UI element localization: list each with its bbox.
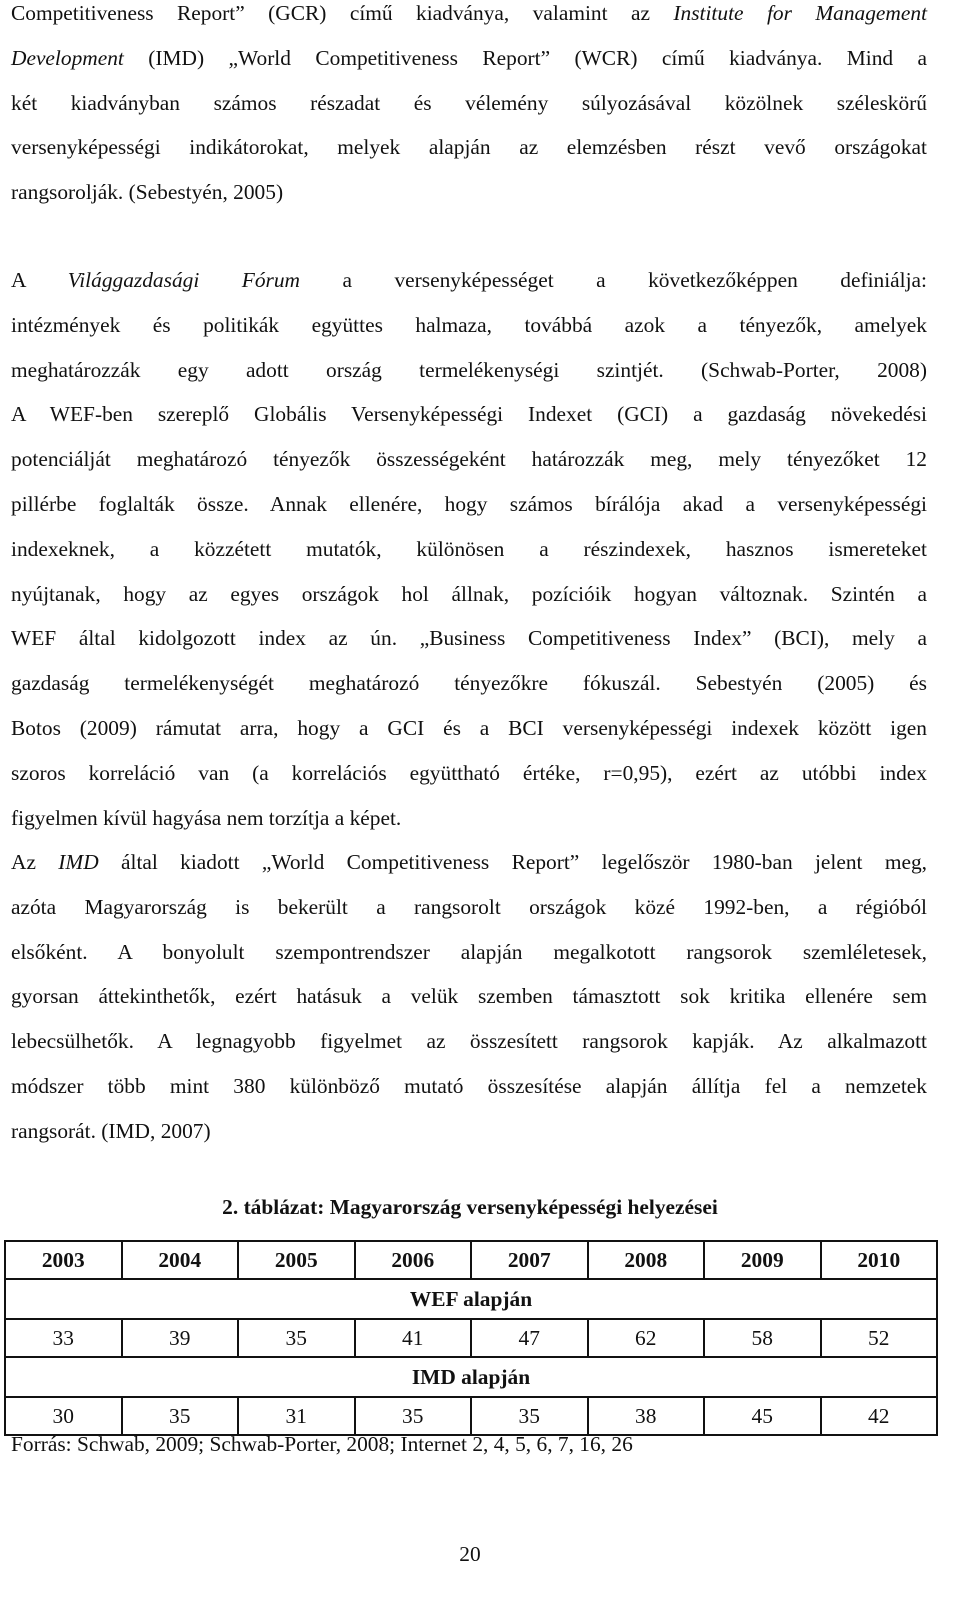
wef-rank-cell: 58: [704, 1319, 821, 1357]
wef-rank-cell: 41: [355, 1319, 472, 1357]
paragraph-1-line: versenyképességi indikátorokat, melyek alapján az elemzésben részt vevő országokat: [11, 135, 927, 160]
paragraph-2: [11, 258, 927, 840]
paragraph-1-line: rangsorolják. (Sebestyén, 2005): [11, 180, 284, 205]
wef-rank-cell: 33: [5, 1319, 122, 1357]
table-header-row: [5, 1241, 937, 1279]
table-section-row: [5, 1357, 937, 1397]
table-title: 2. táblázat: Magyarország versenyképességi helyezései: [222, 1195, 718, 1219]
year-header: 2010: [821, 1241, 938, 1279]
paragraph-2-line: indexeknek, a közzétett mutatók, különösen a részindexek, hasznos ismereteket: [11, 536, 927, 561]
year-header: 2008: [588, 1241, 705, 1279]
paragraph-2-line: pillérbe foglalták össze. Annak ellenére, hogy számos bírálója akad a versenyképességi: [11, 491, 927, 516]
paragraph-3-line: gyorsan áttekinthetők, ezért hatásuk a velük szemben támasztott sok kritika ellenére sem: [11, 984, 927, 1009]
year-header: 2005: [238, 1241, 355, 1279]
paragraph-3-line: azóta Magyarország is bekerült a rangsorolt országok közé 1992-ben, a régióból: [11, 894, 927, 919]
imd-rank-cell: 38: [588, 1397, 705, 1435]
paragraph-2-line: meghatározzák egy adott ország termelékenységi szintjét. (Schwab-Porter, 2008): [11, 357, 927, 382]
ranking-table: [4, 1240, 938, 1436]
paragraph-2-line: A Világgazdasági Fórum a versenyképességet a következőképpen definiálja:: [11, 268, 927, 292]
year-header: 2007: [471, 1241, 588, 1279]
wef-section-label: WEF alapján: [5, 1279, 937, 1319]
paragraph-3-line: lebecsülhetők. A legnagyobb figyelmet az összesített rangsorok kapják. Az alkalmazott: [11, 1029, 927, 1054]
year-header: 2004: [122, 1241, 239, 1279]
paragraph-1-line: Competitiveness Report” (GCR) című kiadványa, valamint az Institute for Management: [11, 1, 928, 25]
table-section-row: [5, 1279, 937, 1319]
table-row: [5, 1319, 937, 1357]
paragraph-2-line: WEF által kidolgozott index az ún. „Business Competitiveness Index” (BCI), mely a: [11, 626, 927, 651]
year-header: 2006: [355, 1241, 472, 1279]
paragraph-2-line: gazdaság termelékenységét meghatározó tényezőkre fókuszál. Sebestyén (2005) és: [11, 671, 927, 696]
paragraph-2-line: figyelmen kívül hagyása nem torzítja a képet.: [11, 805, 402, 830]
paragraph-3-line: Az IMD által kiadott „World Competitiveness Report” legelőször 1980-ban jelent meg,: [11, 850, 927, 874]
paragraph-1-line: két kiadványban számos részadat és vélemény súlyozásával közölnek széleskörű: [11, 90, 927, 115]
year-header: 2003: [5, 1241, 122, 1279]
paragraph-3-line: rangsorát. (IMD, 2007): [11, 1118, 211, 1143]
imd-rank-cell: 45: [704, 1397, 821, 1435]
imd-rank-cell: 30: [5, 1397, 122, 1435]
paragraph-2-line: szoros korreláció van (a korrelációs együttható értéke, r=0,95), ezért az utóbbi index: [11, 760, 927, 785]
imd-rank-cell: 31: [238, 1397, 355, 1435]
paragraph-3-line: elsőként. A bonyolult szempontrendszer alapján megalkotott rangsorok szemléletesek,: [11, 939, 927, 964]
paragraph-2-line: A WEF-ben szereplő Globális Versenyképességi Indexet (GCI) a gazdaság növekedési: [11, 402, 927, 427]
year-header: 2009: [704, 1241, 821, 1279]
imd-section-label: IMD alapján: [5, 1357, 937, 1397]
imd-rank-cell: 42: [821, 1397, 938, 1435]
page-number: 20: [459, 1542, 481, 1566]
wef-rank-cell: 39: [122, 1319, 239, 1357]
wef-rank-cell: 62: [588, 1319, 705, 1357]
imd-rank-cell: 35: [355, 1397, 472, 1435]
paragraph-1: [11, 0, 927, 215]
paragraph-2-line: intézmények és politikák együttes halmaza, továbbá azok a tényezők, amelyek: [11, 312, 927, 337]
paragraph-2-line: potenciálját meghatározó tényezők összességeként határozzák meg, mely tényezőket 12: [11, 447, 927, 472]
paragraph-2-line: nyújtanak, hogy az egyes országok hol állnak, pozícióik hogyan változnak. Szintén a: [11, 581, 927, 606]
paragraph-3-line: módszer több mint 380 különböző mutató összesítése alapján állítja fel a nemzetek: [11, 1073, 927, 1098]
wef-rank-cell: 52: [821, 1319, 938, 1357]
imd-rank-cell: 35: [122, 1397, 239, 1435]
paragraph-3: [11, 840, 927, 1154]
paragraph-2-line: Botos (2009) rámutat arra, hogy a GCI és a BCI versenyképességi indexek között igen: [11, 715, 927, 740]
wef-rank-cell: 47: [471, 1319, 588, 1357]
wef-rank-cell: 35: [238, 1319, 355, 1357]
paragraph-1-line: Development (IMD) „World Competitiveness Report” (WCR) című kiadványa. Mind a: [11, 45, 927, 70]
imd-rank-cell: 35: [471, 1397, 588, 1435]
table-source: Forrás: Schwab, 2009; Schwab-Porter, 2008; Internet 2, 4, 5, 6, 7, 16, 26: [11, 1432, 633, 1456]
